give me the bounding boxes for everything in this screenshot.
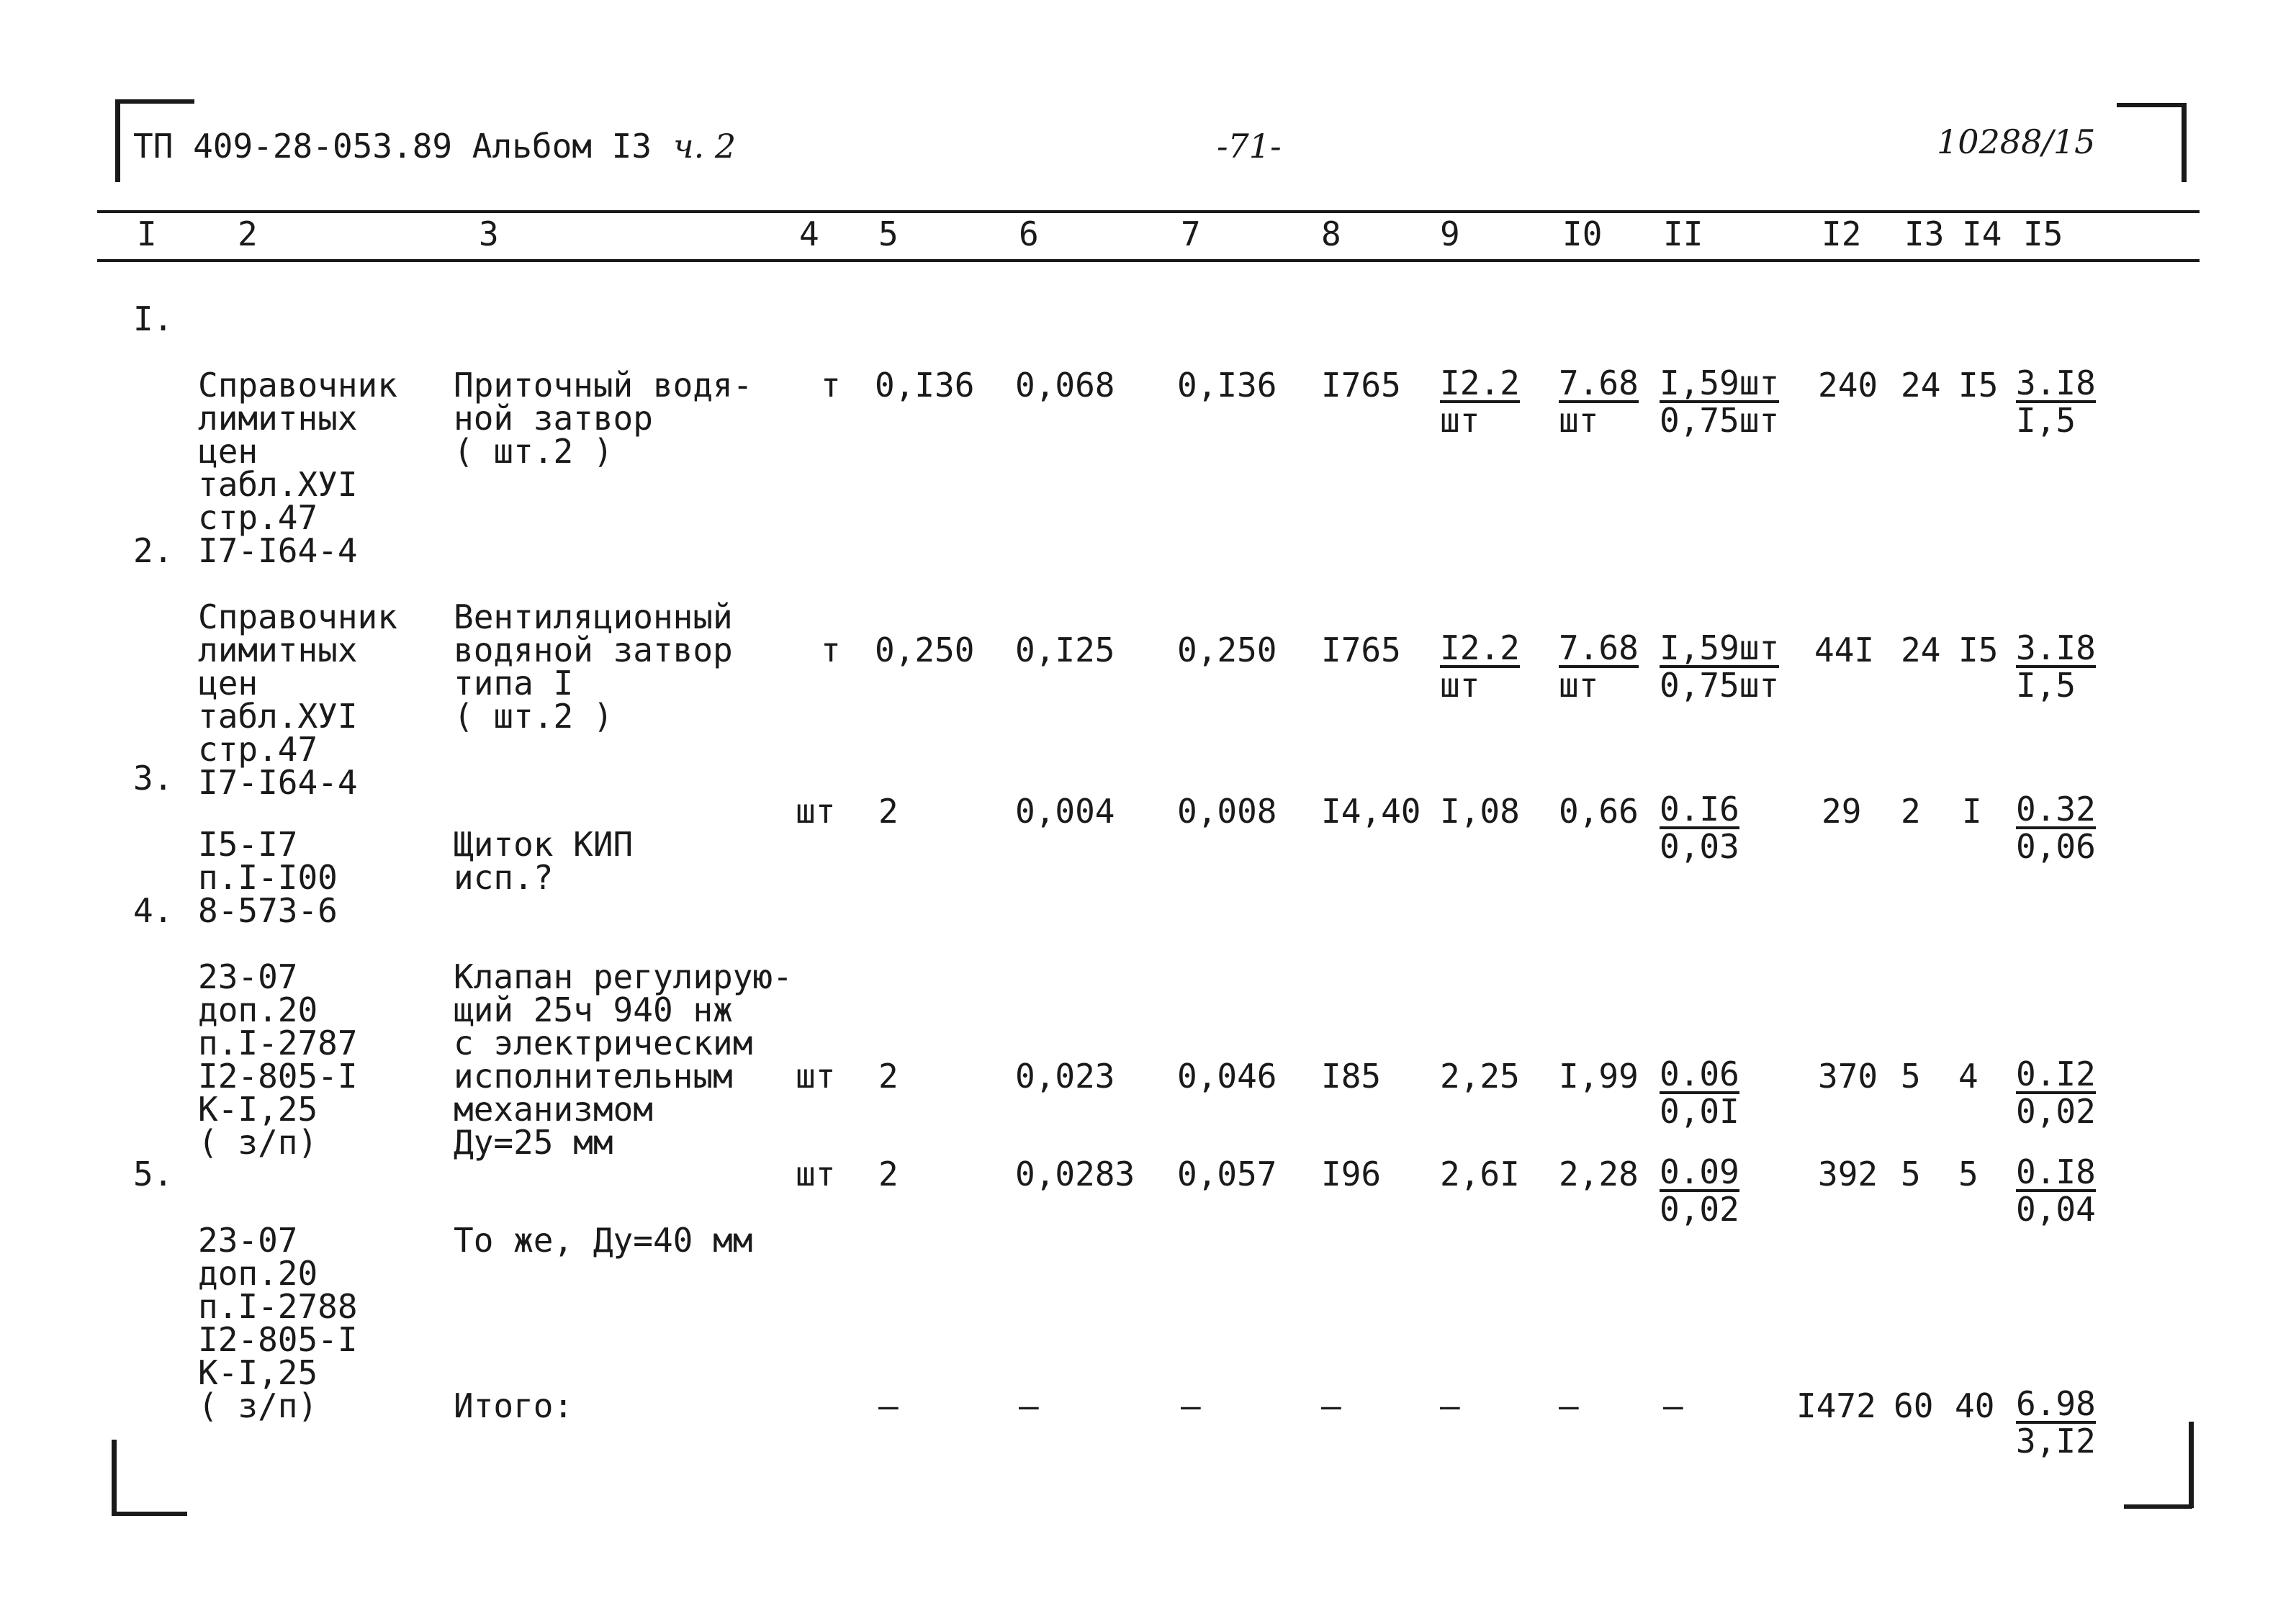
frame-corner-bottom-left-horizontal (112, 1512, 187, 1516)
row-item-name: Вентиляционный водяной затвор типа I ( шт.2 ) (454, 597, 733, 736)
row-col-12: 392 (1818, 1155, 1878, 1193)
total-dash: – (1321, 1386, 1341, 1425)
row-source: Справочник лимитных цен табл.ХУI стр.47 I7-I64-4 (198, 366, 397, 570)
frame-corner-bottom-right-vertical (2189, 1422, 2194, 1508)
row-col-6: 0,068 (1015, 366, 1115, 405)
frame-corner-top-left-horizontal (115, 99, 194, 104)
row-col-13: 24 (1901, 366, 1941, 405)
total-dash: – (1019, 1386, 1039, 1425)
row-col-7: 0,008 (1177, 792, 1277, 831)
row-unit: шт (796, 1057, 836, 1096)
row-col-13: 24 (1901, 631, 1941, 669)
row-col-15: $\frac{0.I8}{0,04}$ (2016, 1152, 2096, 1229)
frame-corner-bottom-right-horizontal (2124, 1504, 2192, 1509)
total-label: Итого: (454, 1386, 574, 1425)
row-col-8: I4,40 (1321, 792, 1421, 831)
row-col-10: I,99 (1559, 1057, 1639, 1096)
row-col-13: 5 (1901, 1057, 1921, 1096)
table-header-bottom-rule (97, 259, 2200, 262)
column-header: 6 (1019, 215, 1039, 253)
column-header: 7 (1181, 215, 1201, 253)
row-number: I. (133, 299, 174, 338)
column-header: I3 (1904, 215, 1945, 253)
total-col-15: $\frac{6.98}{3,I2}$ (2016, 1384, 2096, 1461)
column-header: I (137, 215, 157, 253)
column-header: I2 (1822, 215, 1862, 253)
row-col-14: 5 (1958, 1155, 1978, 1193)
total-col-14: 40 (1955, 1386, 1995, 1425)
column-header: 3 (479, 215, 499, 253)
row-col-6: 0,0283 (1015, 1155, 1135, 1193)
total-col-12: I472 (1796, 1386, 1876, 1425)
row-source: 23-07 доп.20 п.I-2787 I2-805-I К-I,25 ( з/п) (198, 957, 358, 1162)
row-col-15: $\frac{3.I8}{I,5}$ (2016, 628, 2096, 705)
row-number: 5. (133, 1155, 174, 1193)
row-col-12: 370 (1818, 1057, 1878, 1096)
row-col-8: I765 (1321, 631, 1401, 669)
row-col-10: 7.68 шт (1559, 364, 1639, 440)
row-col-5: 0,250 (875, 631, 975, 669)
column-header: I5 (2023, 215, 2063, 253)
document-code: 10288/15 (1937, 122, 2096, 161)
row-col-12: 44I (1814, 631, 1875, 669)
row-col-6: 0,I25 (1015, 631, 1115, 669)
row-col-5: 0,I36 (875, 366, 975, 405)
row-col-11: I,59шт 0,75шт (1660, 628, 1780, 705)
column-header: 9 (1440, 215, 1460, 253)
frame-corner-top-left-vertical (115, 99, 120, 182)
column-header: 8 (1321, 215, 1341, 253)
row-col-6: 0,004 (1015, 792, 1115, 831)
row-item-name: Приточный водя- ной затвор ( шт.2 ) (454, 366, 753, 471)
row-source: I5-I7 п.I-I00 8-573-6 (198, 825, 338, 930)
row-number: 2. (133, 531, 174, 570)
row-col-14: 4 (1958, 1057, 1978, 1096)
row-unit: шт (796, 1155, 836, 1193)
row-item-name: То же, Ду=40 мм (454, 1221, 753, 1260)
row-col-10: 2,28 (1559, 1155, 1639, 1193)
column-header: II (1663, 215, 1703, 253)
row-source: Справочник лимитных цен табл.ХУI стр.47 I7-I64-4 (198, 597, 397, 802)
row-col-11: I,59шт 0,75шт (1660, 364, 1780, 440)
row-col-8: I96 (1321, 1155, 1382, 1193)
row-col-14: I (1962, 792, 1982, 831)
row-col-5: 2 (878, 792, 899, 831)
part-number: ч. 2 (673, 127, 737, 166)
row-col-9: 2,25 (1440, 1057, 1520, 1096)
row-col-9: I,08 (1440, 792, 1520, 831)
total-col-13: 60 (1894, 1386, 1934, 1425)
column-header: I4 (1962, 215, 2002, 253)
total-dash: – (1559, 1386, 1579, 1425)
row-col-12: 29 (1822, 792, 1862, 831)
row-item-name: Щиток КИП исп.? (454, 825, 634, 897)
frame-corner-top-right-horizontal (2117, 103, 2185, 107)
row-col-10: 0,66 (1559, 792, 1639, 831)
row-col-14: I5 (1958, 631, 1999, 669)
row-col-8: I85 (1321, 1057, 1382, 1096)
row-item-name: Клапан регулирую- щий 25ч 940 нж с электрическим исполнительным механизмом Ду=25 мм (454, 957, 793, 1162)
row-col-8: I765 (1321, 366, 1401, 405)
frame-corner-top-right-vertical (2182, 103, 2187, 182)
column-header: I0 (1562, 215, 1603, 253)
total-dash: – (1181, 1386, 1201, 1425)
row-unit: т (821, 631, 841, 669)
row-col-13: 5 (1901, 1155, 1921, 1193)
row-col-9: 2,6I (1440, 1155, 1520, 1193)
row-col-9: I2.2 шт (1440, 364, 1520, 440)
row-col-7: 0,057 (1177, 1155, 1277, 1193)
row-number: 3. (133, 759, 174, 798)
row-source: 23-07 доп.20 п.I-2788 I2-805-I К-I,25 ( з/п) (198, 1221, 358, 1425)
row-col-6: 0,023 (1015, 1057, 1115, 1096)
row-col-10: 7.68 шт (1559, 628, 1639, 705)
row-number: 4. (133, 891, 174, 930)
row-col-13: 2 (1901, 792, 1921, 831)
frame-corner-bottom-left-vertical (112, 1440, 117, 1515)
row-col-5: 2 (878, 1057, 899, 1096)
document-reference: ТП 409-28-053.89 Альбом I3 (133, 127, 652, 166)
row-col-15: $\frac{0.I2}{0,02}$ (2016, 1055, 2096, 1131)
total-dash: – (1440, 1386, 1460, 1425)
column-header: 4 (799, 215, 819, 253)
column-header: 5 (878, 215, 899, 253)
row-unit: т (821, 366, 841, 405)
row-col-11: $\frac{0.I6}{0,03}$ (1660, 790, 1739, 866)
row-unit: шт (796, 792, 836, 831)
total-dash: – (1663, 1386, 1683, 1425)
row-col-11: $\frac{0.06}{0,0I}$ (1660, 1055, 1739, 1131)
row-col-11: $\frac{0.09}{0,02}$ (1660, 1152, 1739, 1229)
table-header-top-rule (97, 210, 2200, 213)
row-col-12: 240 (1818, 366, 1878, 405)
row-col-7: 0,250 (1177, 631, 1277, 669)
row-col-7: 0,I36 (1177, 366, 1277, 405)
row-col-5: 2 (878, 1155, 899, 1193)
row-col-15: $\frac{0.32}{0,06}$ (2016, 790, 2096, 866)
row-col-9: I2.2 шт (1440, 628, 1520, 705)
column-header: 2 (238, 215, 258, 253)
row-col-7: 0,046 (1177, 1057, 1277, 1096)
row-col-15: $\frac{3.I8}{I,5}$ (2016, 364, 2096, 440)
row-col-14: I5 (1958, 366, 1999, 405)
total-dash: – (878, 1386, 899, 1425)
page-number: -71- (1217, 127, 1282, 166)
